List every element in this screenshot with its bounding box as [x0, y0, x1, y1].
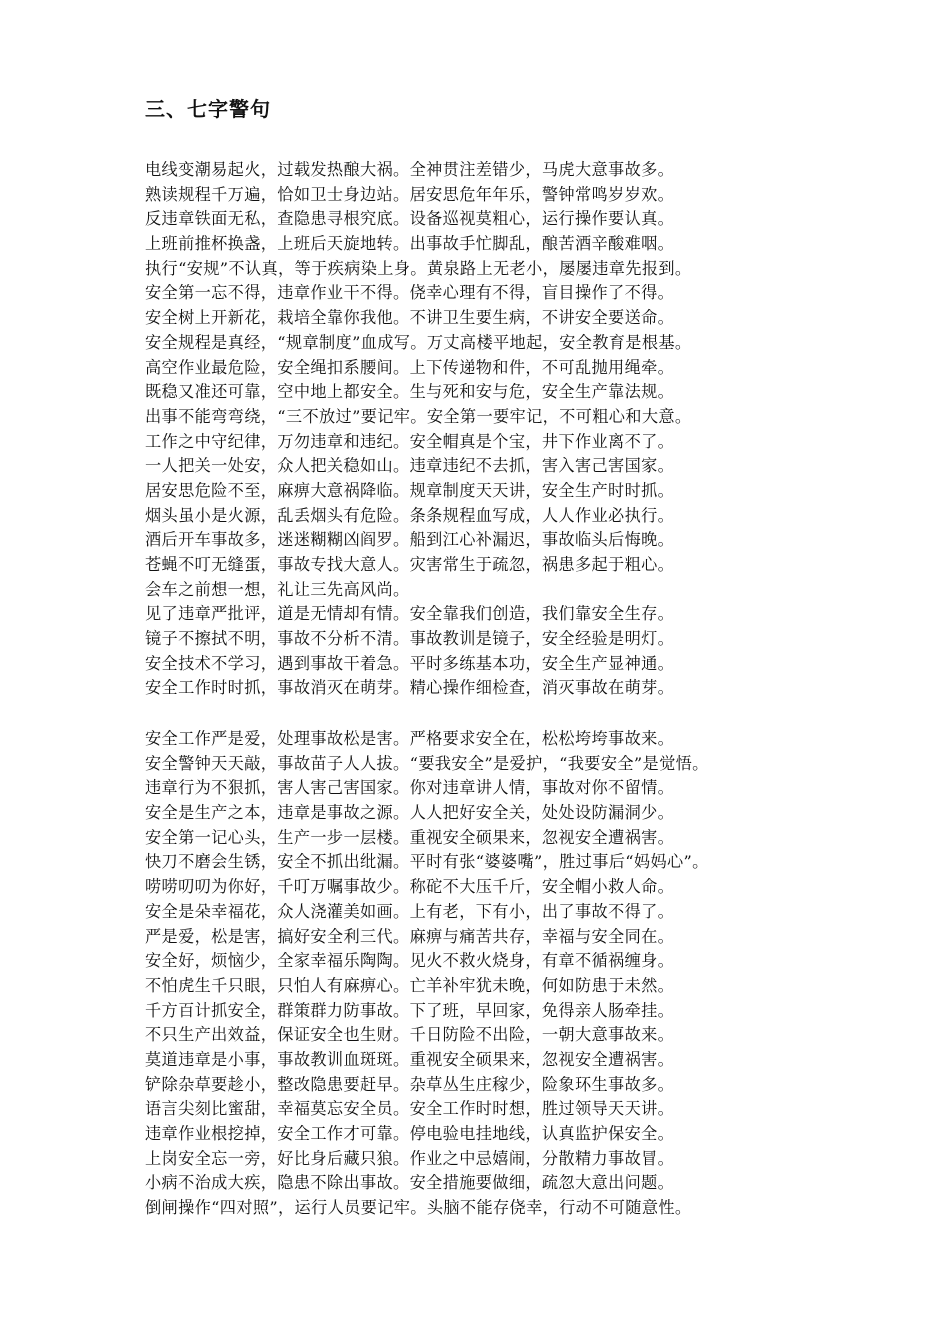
- verse-line: 语言尖刻比蜜甜，幸福莫忘安全员。安全工作时时想，胜过领导天天讲。: [145, 1099, 675, 1119]
- verse-line: 出事不能弯弯绕，“三不放过”要记牢。安全第一要牢记，不可粗心和大意。: [145, 406, 692, 426]
- verse-line: 小病不治成大疾，隐患不除出事故。安全措施要做细，疏忽大意出问题。: [145, 1173, 675, 1193]
- verse-line: 快刀不磨会生锈，安全不抓出纰漏。平时有张“婆婆嘴”，胜过事后“妈妈心”。: [145, 852, 709, 872]
- verse-line: 电线变潮易起火，过载发热酿大祸。全神贯注差错少，马虎大意事故多。: [145, 160, 675, 179]
- verse-line: 工作之中守纪律，万勿违章和违纪。安全帽真是个宝，井下作业离不了。: [145, 431, 675, 451]
- verse-line: 不只生产出效益，保证安全也生财。千日防险不出险，一朝大意事故来。: [145, 1025, 675, 1045]
- verse-line: 安全规程是真经，“规章制度”血成写。万丈高楼平地起，安全教育是根基。: [145, 332, 692, 352]
- verse-line: 安全工作严是爱，处理事故松是害。严格要求安全在，松松垮垮事故来。: [145, 729, 675, 748]
- verse-line: 酒后开车事故多，迷迷糊糊凶阎罗。船到江心补漏迟，事故临头后悔晚。: [145, 530, 675, 550]
- verse-line: 安全第一忘不得，违章作业干不得。侥幸心理有不得，盲目操作了不得。: [145, 283, 675, 303]
- verse-line: 安全工作时时抓，事故消灭在萌芽。精心操作细检查，消灭事故在萌芽。: [145, 678, 675, 698]
- verse-line: 莫道违章是小事，事故教训血斑斑。重视安全硕果来，忽视安全遭祸害。: [145, 1049, 675, 1069]
- verse-line: 安全是生产之本，违章是事故之源。人人把好安全关，处处设防漏洞少。: [145, 803, 675, 823]
- verse-line: 高空作业最危险，安全绳扣系腰间。上下传递物和件，不可乱抛用绳牵。: [145, 357, 675, 377]
- verse-line: 安全技术不学习，遇到事故干着急。平时多练基本功，安全生产显神通。: [145, 653, 675, 673]
- verse-line: 熟读规程千万遍，恰如卫士身边站。居安思危年年乐，警钟常鸣岁岁欢。: [145, 184, 675, 204]
- verse-line: 安全是朵幸福花，众人浇灌美如画。上有老，下有小，出了事故不得了。: [145, 901, 675, 921]
- verse-line: 不怕虎生千只眼，只怕人有麻痹心。亡羊补牢犹未晚，何如防患于未然。: [145, 975, 675, 995]
- verse-line: 苍蝇不叮无缝蛋，事故专找大意人。灾害常生于疏忽，祸患多起于粗心。: [145, 555, 675, 574]
- verse-line: 烟头虽小是火源，乱丢烟头有危险。条条规程血写成，人人作业必执行。: [145, 505, 675, 525]
- verse-line: 上班前推杯换盏，上班后天旋地转。出事故手忙脚乱，酿苦酒辛酸难咽。: [145, 234, 675, 254]
- verse-line: 镜子不擦拭不明，事故不分析不清。事故教训是镜子，安全经验是明灯。: [145, 629, 675, 649]
- verse-line: 见了违章严批评，道是无情却有情。安全靠我们创造，我们靠安全生存。: [145, 604, 675, 624]
- verse-line: 违章行为不狠抓，害人害己害国家。你对违章讲人情，事故对你不留情。: [145, 778, 675, 798]
- verse-line: 执行“安规”不认真，等于疾病染上身。黄泉路上无老小，屡屡违章先报到。: [145, 258, 692, 278]
- verse-line: 一人把关一处安，众人把关稳如山。违章违纪不去抓，害入害己害国家。: [145, 456, 675, 476]
- verse-line: 倒闸操作“四对照”，运行人员要记牢。头脑不能存侥幸，行动不可随意性。: [145, 1198, 692, 1218]
- verse-line: 铲除杂草要趁小，整改隐患要赶早。杂草丛生庄稼少，险象环生事故多。: [145, 1074, 675, 1094]
- verse-line: 既稳又准还可靠，空中地上都安全。生与死和安与危，安全生产靠法规。: [145, 382, 675, 402]
- verse-line: 上岗安全忘一旁，好比身后藏只狼。作业之中忌嬉闹，分散精力事故冒。: [145, 1148, 675, 1168]
- verse-line: 居安思危险不至，麻痹大意祸降临。规章制度天天讲，安全生产时时抓。: [145, 480, 675, 500]
- verse-line: 安全第一记心头，生产一步一层楼。重视安全硕果来，忽视安全遭祸害。: [145, 827, 675, 847]
- verse-line: 千方百计抓安全，群策群力防事故。下了班，早回家，免得亲人肠牵挂。: [145, 1000, 675, 1020]
- verse-line: 安全警钟天天敲，事故苗子人人拔。“要我安全”是爱护，“我要安全”是觉悟。: [145, 753, 709, 773]
- verse-block-1: [145, 158, 845, 701]
- verse-line: 安全树上开新花，栽培全靠你我他。不讲卫生要生病，不讲安全要送命。: [145, 308, 675, 328]
- verse-line: 安全好，烦恼少，全家幸福乐陶陶。见火不救火烧身，有章不循祸缠身。: [145, 951, 675, 971]
- verse-line: 严是爱，松是害，搞好安全利三代。麻痹与痛苦共存，幸福与安全同在。: [145, 926, 675, 946]
- verse-line: 唠唠叨叨为你好，千叮万嘱事故少。称砣不大压千斤，安全帽小救人命。: [145, 877, 675, 897]
- verse-line: 违章作业根挖掉，安全工作才可靠。停电验电挂地线，认真监护保安全。: [145, 1124, 675, 1143]
- verse-block-2: [145, 727, 845, 1221]
- verse-line: 会车之前想一想，礼让三先高风尚。: [145, 579, 410, 599]
- verse-line: 反违章铁面无私，查隐患寻根究底。设备巡视莫粗心，运行操作要认真。: [145, 209, 675, 229]
- section-heading: 三、七字警句: [145, 97, 271, 121]
